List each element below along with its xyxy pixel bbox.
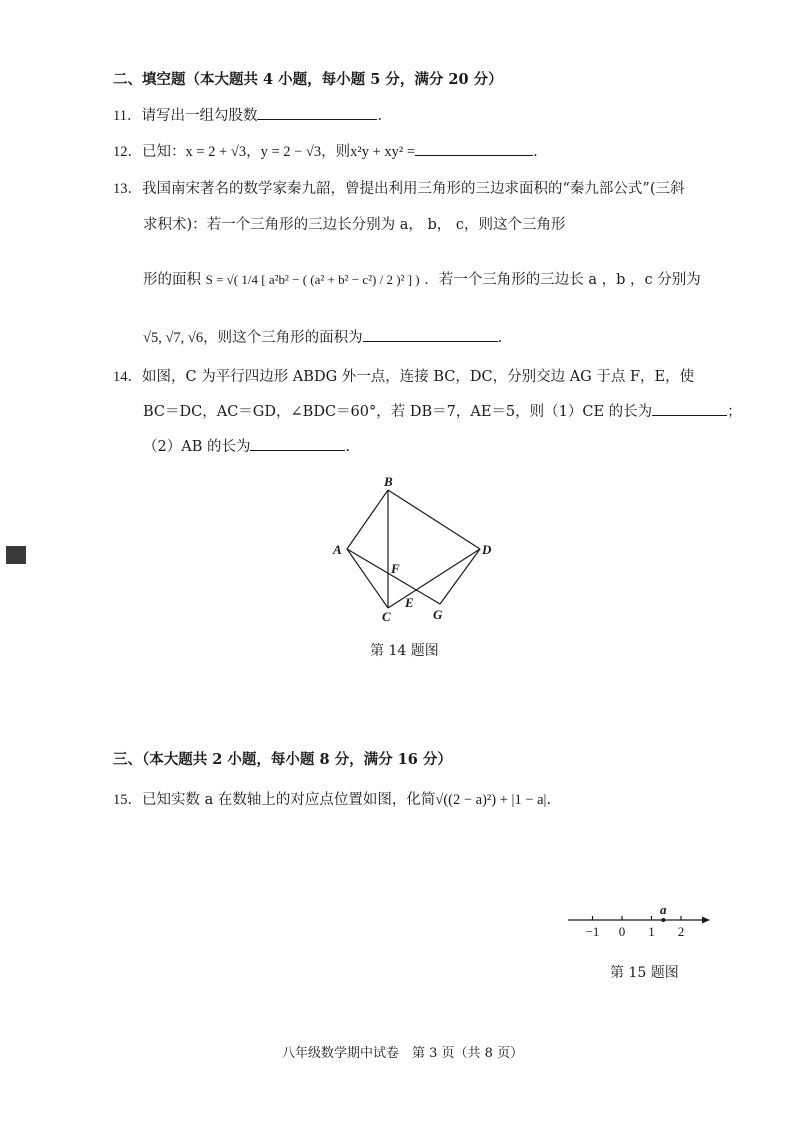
question-text: BC＝DC，AC＝GD，∠BDC＝60°，若 DB＝7，AE＝5，则（1）CE 的长为 (143, 404, 653, 420)
question-text: 请写出一组勾股数 (141, 108, 258, 124)
question-13-line-1 (113, 177, 684, 198)
side-values: √5, √7, √6 (143, 330, 204, 346)
period: . (345, 439, 351, 455)
answer-blank-14-1[interactable] (652, 401, 727, 416)
then-text: ，则 (321, 144, 351, 160)
question-number: 14． (113, 369, 142, 385)
figure-15-caption: 第 15 题图 (610, 965, 679, 981)
question-prefix: 已知： (142, 144, 186, 160)
question-11 (113, 104, 382, 125)
separator: ， (246, 144, 261, 160)
target-expression: x²y + xy² = (350, 144, 416, 160)
question-15 (113, 788, 551, 809)
question-text: （2）AB 的长为 (143, 439, 251, 455)
question-13-line-3 (143, 268, 701, 289)
question-14-line-1 (113, 365, 694, 386)
answer-blank-12[interactable] (415, 141, 533, 156)
point-label-D: D (482, 542, 492, 557)
period: . (546, 792, 552, 808)
question-number: 11． (113, 108, 142, 124)
area-text: 形的面积 (143, 272, 201, 288)
period: . (377, 108, 383, 124)
question-text: ．若一个三角形的三边长 a ，b ，c 分别为 (424, 272, 701, 288)
period: . (533, 144, 538, 160)
point-label-G: G (433, 607, 443, 622)
axis-arrow (702, 917, 710, 924)
question-13-line-2: 求积术)：若一个三角形的三边长分别为 a， b， c，则这个三角形 (143, 217, 566, 233)
point-label-A: A (333, 542, 342, 557)
question-14-line-2 (143, 400, 742, 421)
segment-BD (388, 490, 480, 549)
question-number: 15． (113, 792, 142, 808)
y-expression: y = 2 − √3 (260, 144, 322, 160)
tick-label: 2 (677, 924, 685, 939)
question-text: 如图，C 为平行四边形 ABDG 外一点，连接 BC，DC，分别交边 AG 于点 F，E，使 (142, 369, 695, 385)
section-2-heading: 二、填空题（本大题共 4 小题，每小题 5 分，满分 20 分） (113, 71, 503, 88)
semicolon: ； (727, 404, 742, 420)
question-14-line-3 (143, 435, 350, 456)
simplify-expression: √((2 − a)²) + |1 − a| (435, 792, 547, 808)
point-label-C: C (382, 609, 391, 624)
figure-14-caption: 第 14 题图 (370, 643, 439, 659)
segment-DC (388, 549, 480, 608)
segment-AC (347, 549, 388, 608)
point-label-E: E (405, 595, 414, 610)
x-expression: x = 2 + √3 (185, 144, 247, 160)
question-12 (113, 140, 538, 161)
page-footer: 八年级数学期中试卷 第 3 页（共 8 页） (282, 1046, 524, 1061)
point-label-F: F (391, 561, 400, 576)
period: . (497, 330, 503, 346)
question-13-line-4 (143, 326, 502, 347)
point-a-label: a (660, 902, 667, 917)
question-text: 已知实数 a 在数轴上的对应点位置如图，化简 (142, 792, 436, 808)
point-a (661, 918, 665, 922)
question-text: 我国南宋著名的数学家秦九韶，曾提出利用三角形的三边求面积的“秦九部公式”(三斜 (142, 181, 685, 197)
tick-label: 0 (618, 924, 626, 939)
answer-blank-13[interactable] (363, 327, 498, 342)
segment-DG (440, 549, 480, 604)
segment-AG (347, 549, 440, 604)
point-label-B: B (384, 474, 393, 489)
figure-15-number-line (560, 900, 720, 945)
question-number: 12． (113, 144, 142, 160)
tick-label: 1 (648, 924, 655, 939)
figure-14-diagram (320, 470, 510, 630)
section-3-heading: 三、（本大题共 2 小题，每小题 8 分，满分 16 分） (113, 751, 452, 768)
heron-formula: S = √( 1/4 [ a²b² − ( (a² + b² − c²) / 2 )² ] ) (205, 272, 420, 287)
answer-blank-14-2[interactable] (250, 436, 345, 451)
tick-label: −1 (585, 924, 600, 939)
question-text: ，则这个三角形的面积为 (203, 330, 363, 346)
scan-artifact (6, 546, 26, 564)
segment-BA (347, 490, 388, 549)
question-number: 13． (113, 181, 142, 197)
answer-blank-11[interactable] (257, 105, 377, 120)
